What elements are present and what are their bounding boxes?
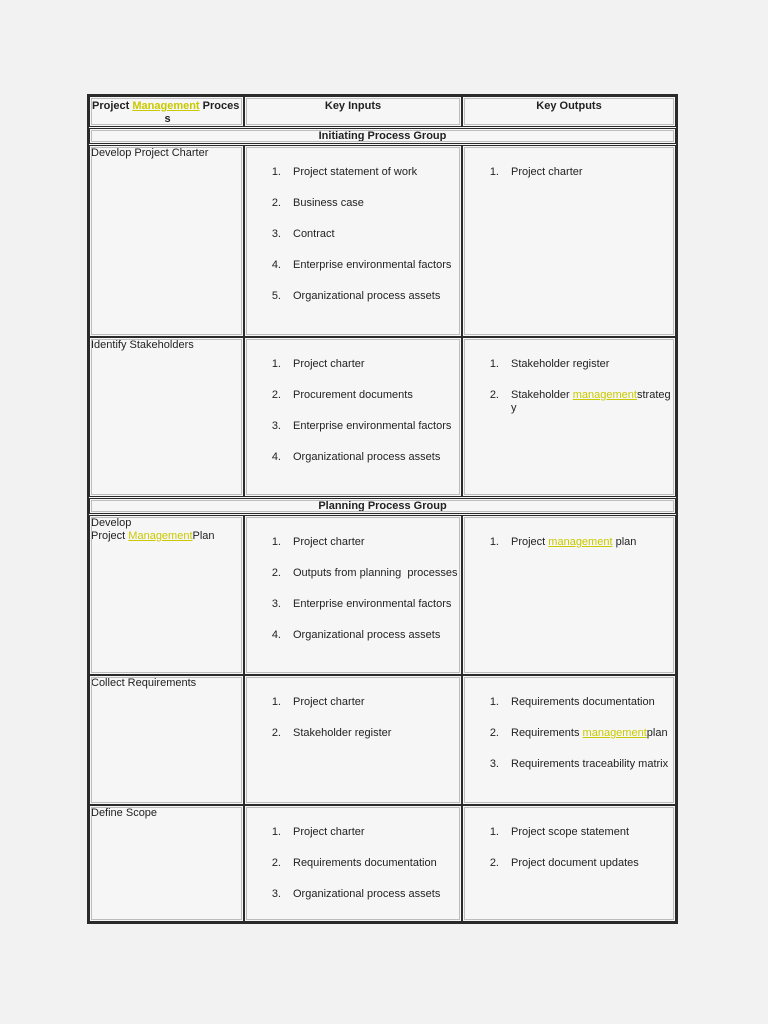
table-row (89, 675, 676, 805)
list-item: 1. Project charter (489, 166, 583, 178)
inputs-cell (244, 145, 462, 337)
inputs-cell (244, 515, 462, 675)
header-process-highlight: Management (132, 100, 200, 112)
outputs-cell (462, 515, 676, 675)
highlight-word: management (582, 727, 647, 739)
list-item: 2. Stakeholder managementstrateg y (489, 389, 671, 414)
inputs-cell (244, 805, 462, 922)
table-row (89, 515, 676, 675)
list-item: 1. Stakeholder register (489, 358, 610, 370)
list-item: 1. Project statement of work (271, 166, 418, 178)
list-item: 4. Organizational process assets (271, 451, 441, 463)
list-item: 2. Requirements documentation (271, 857, 437, 869)
header-key-inputs: Key Inputs (244, 96, 462, 127)
list-item: 2. Project document updates (489, 857, 639, 869)
process-name: Identify Stakeholders (89, 337, 244, 497)
list-item: 4. Enterprise environmental factors (271, 259, 452, 271)
header-process-text-3: s (164, 113, 171, 125)
header-process (89, 96, 244, 127)
list-item: 1. Project charter (271, 536, 365, 548)
highlight-word: management (548, 536, 613, 548)
list-item: 2. Outputs from planning processes (271, 567, 458, 579)
list-item: 2. Stakeholder register (271, 727, 392, 739)
highlight-word: Management (128, 530, 193, 542)
highlight-word: management (572, 389, 637, 401)
inputs-cell (244, 675, 462, 805)
list-item: 2. Procurement documents (271, 389, 413, 401)
outputs-cell (462, 805, 676, 922)
list-item: 1. Project charter (271, 826, 365, 838)
inputs-cell (244, 337, 462, 497)
process-name: Develop Project ManagementPlan (89, 515, 244, 675)
process-name: Collect Requirements (89, 675, 244, 805)
table-row (89, 805, 676, 922)
list-item: 1. Project scope statement (489, 826, 630, 838)
list-item: 3. Enterprise environmental factors (271, 598, 452, 610)
process-name: Define Scope (89, 805, 244, 922)
process-table (87, 94, 678, 924)
list-item: 1. Project charter (271, 358, 365, 370)
list-item: 1. Project charter (271, 696, 365, 708)
header-process-text-1: Project (92, 100, 133, 112)
list-item: 3. Enterprise environmental factors (271, 420, 452, 432)
outputs-cell (462, 337, 676, 497)
list-item: 3. Organizational process assets (271, 888, 441, 900)
table-header-row (89, 96, 676, 127)
group-title-planning: Planning Process Group (89, 498, 676, 514)
list-item: 4. Organizational process assets (271, 629, 441, 641)
list-item: 2. Business case (271, 197, 364, 209)
header-process-text-2: Proces (199, 100, 240, 112)
outputs-cell (462, 145, 676, 337)
list-item: 2. Requirements managementplan (489, 727, 668, 739)
list-item: 1. Project management plan (489, 536, 637, 548)
group-title-initiating: Initiating Process Group (89, 128, 676, 144)
list-item: 3. Requirements traceability matrix (489, 758, 669, 770)
list-item: 5. Organizational process assets (271, 290, 441, 302)
outputs-cell (462, 675, 676, 805)
process-name: Develop Project Charter (89, 145, 244, 337)
table-row (89, 145, 676, 337)
table-row (89, 337, 676, 497)
list-item: 1. Requirements documentation (489, 696, 655, 708)
list-item: 3. Contract (271, 228, 335, 240)
header-key-outputs: Key Outputs (462, 96, 676, 127)
